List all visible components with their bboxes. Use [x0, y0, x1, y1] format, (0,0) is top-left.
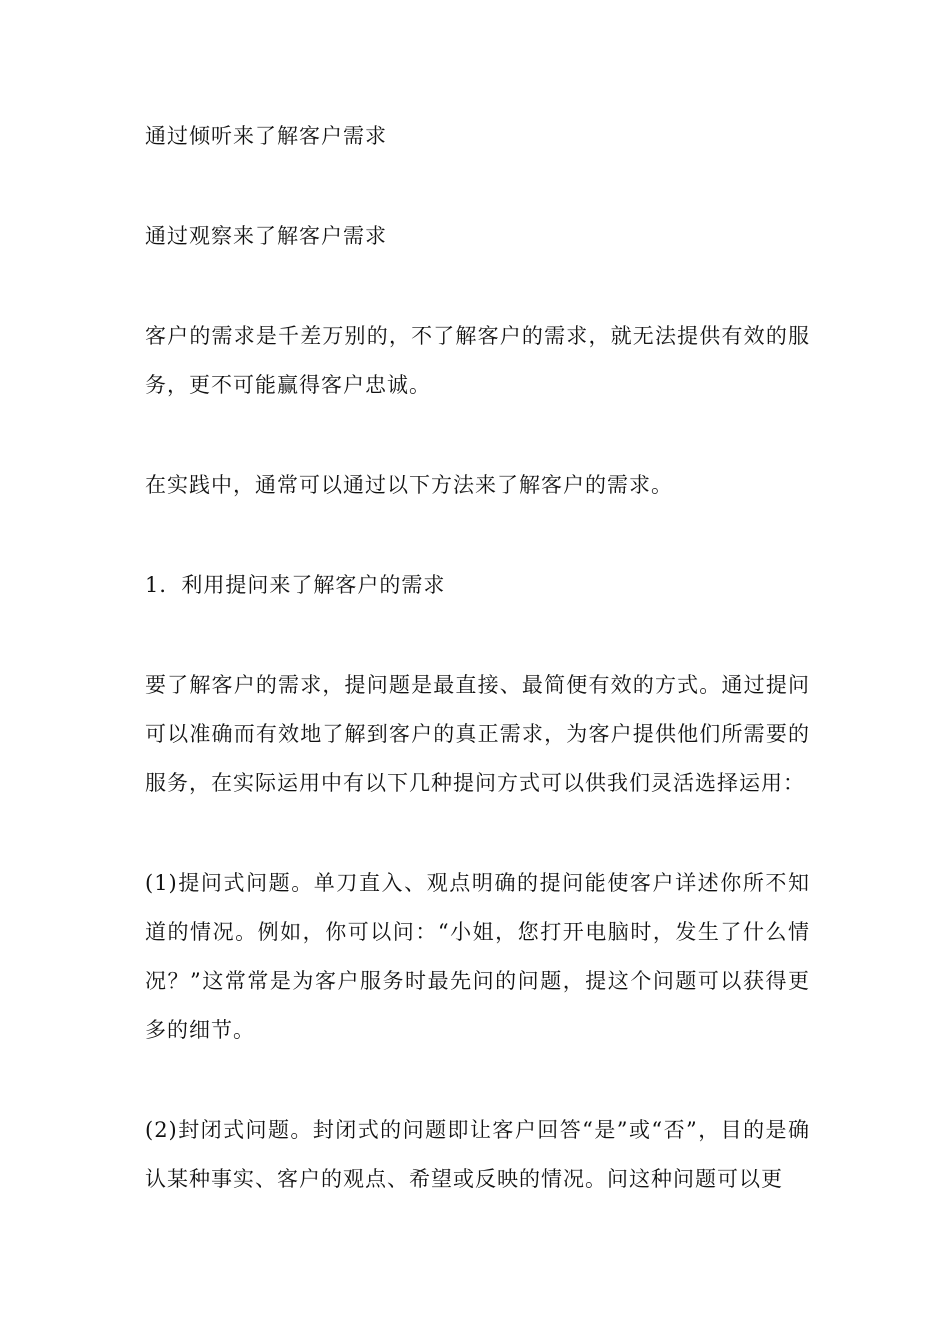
paragraph-closed-questions: (2)封闭式问题。封闭式的问题即让客户回答“是”或“否”，目的是确认某种事实、客户的观点、希望或反映的情况。问这种问题可以更	[145, 1118, 811, 1191]
section-heading-questioning: 1．利用提问来了解客户的需求	[145, 573, 446, 597]
paragraph-methods-intro: 在实践中，通常可以通过以下方法来了解客户的需求。	[145, 473, 673, 497]
paragraph-observing: 通过观察来了解客户需求	[145, 224, 387, 248]
paragraph-questioning-body: 要了解客户的需求，提问题是最直接、最简便有效的方式。通过提问可以准确而有效地了解到客户的真正需求，为客户提供他们所需要的服务，在实际运用中有以下几种提问方式可以供我们灵活选择运用：	[145, 673, 810, 795]
document-page	[145, 112, 810, 1204]
paragraph-listening: 通过倾听来了解客户需求	[145, 124, 387, 148]
paragraph-needs-intro: 客户的需求是千差万别的，不了解客户的需求，就无法提供有效的服务，更不可能赢得客户忠诚。	[145, 324, 810, 397]
paragraph-open-questions: (1)提问式问题。单刀直入、观点明确的提问能使客户详述你所不知道的情况。例如，你可以问：“小姐，您打开电脑时，发生了什么情况？”这常常是为客户服务时最先问的问题，提这个问题可以获得更多的细节。	[145, 871, 810, 1042]
